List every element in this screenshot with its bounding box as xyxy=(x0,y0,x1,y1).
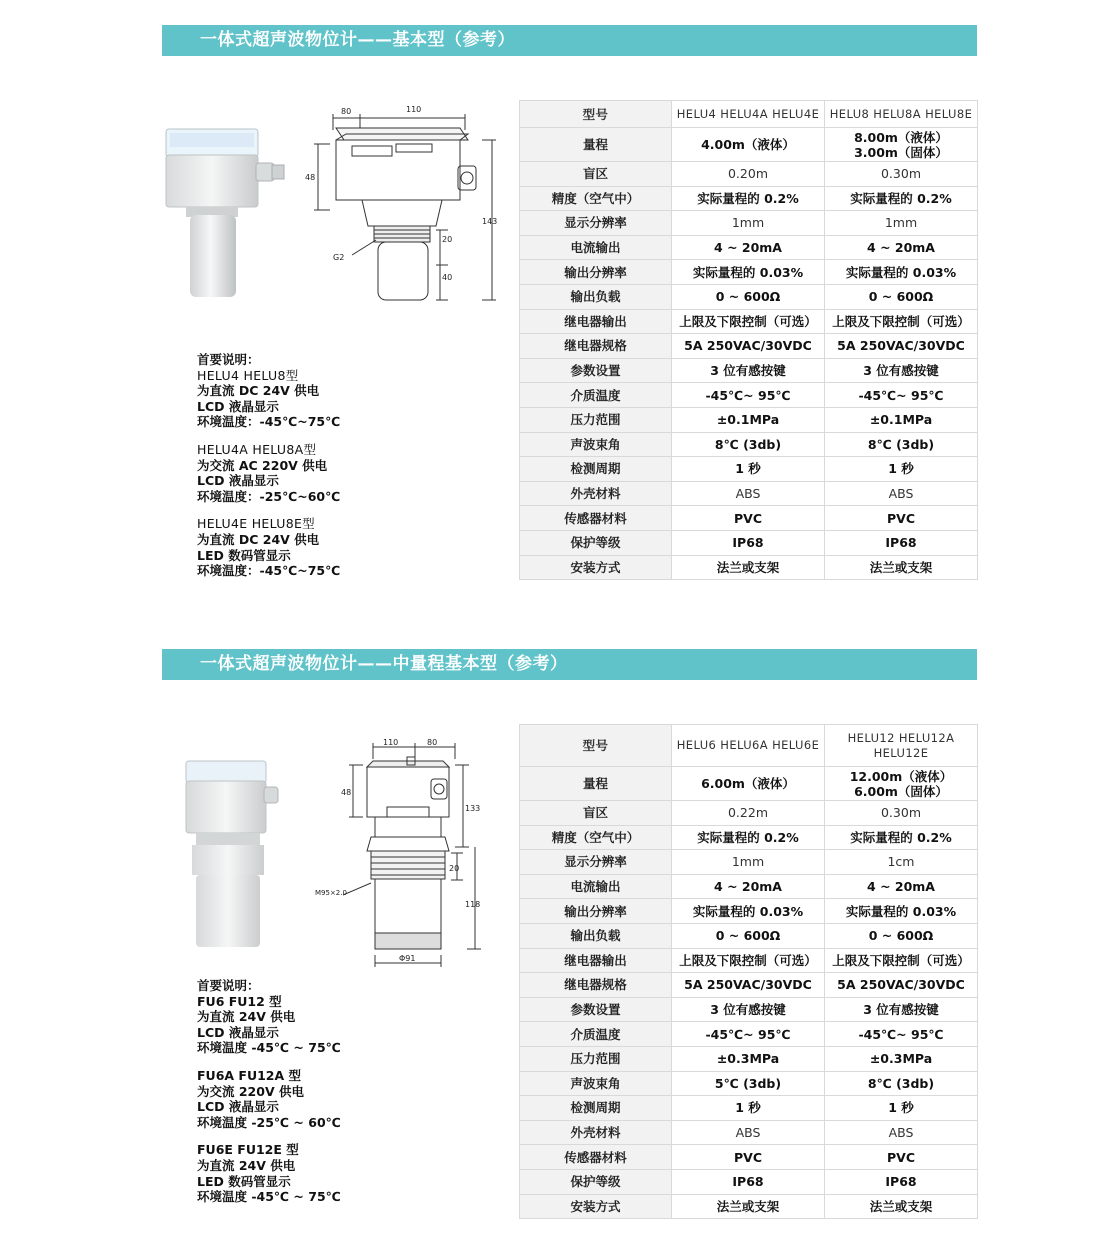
spec-value-cell: 实际量程的 0.03% xyxy=(825,260,978,285)
spec-label-cell: 显示分辨率 xyxy=(520,211,672,236)
spec-value-cell: ABS xyxy=(672,481,825,506)
header-label-cell: 型号 xyxy=(520,725,672,767)
spec-value-cell: 法兰或支架 xyxy=(825,1194,978,1219)
spec-label-cell: 检测周期 xyxy=(520,457,672,482)
dim-label: 48 xyxy=(305,173,316,182)
spec-value-cell: 4 ~ 20mA xyxy=(672,874,825,899)
spec-label-cell: 传感器材料 xyxy=(520,1145,672,1170)
spec-value-cell: 1mm xyxy=(672,850,825,875)
section1-title: 一体式超声波物位计——基本型（参考） xyxy=(200,30,515,50)
dim-label: 133 xyxy=(465,804,481,813)
table-row xyxy=(520,235,978,260)
table-row xyxy=(520,825,978,850)
spec-label-cell: 外壳材料 xyxy=(520,481,672,506)
table-header-row xyxy=(520,101,978,128)
spec-label-cell: 精度（空气中） xyxy=(520,186,672,211)
table-row xyxy=(520,260,978,285)
spec-value-cell: 12.00m（液体） 6.00m（固体） xyxy=(825,767,978,801)
table-row xyxy=(520,383,978,408)
spec-value-cell: 4 ~ 20mA xyxy=(672,235,825,260)
section2-title: 一体式超声波物位计——中量程基本型（参考） xyxy=(200,654,568,674)
spec-value-cell: 法兰或支架 xyxy=(672,555,825,580)
table-row xyxy=(520,899,978,924)
note-line: LCD 液晶显示 xyxy=(197,1024,279,1040)
table-row xyxy=(520,555,978,580)
spec-value-cell: -45℃~ 95℃ xyxy=(825,383,978,408)
note-line: 环境温度：-25℃~60℃ xyxy=(197,488,341,504)
table-row xyxy=(520,506,978,531)
table-row xyxy=(520,334,978,359)
product-photo-2 xyxy=(182,757,292,962)
spec-label-cell: 声波束角 xyxy=(520,1071,672,1096)
note-line: HELU4A HELU8A型 xyxy=(197,441,317,457)
dim-label: 20 xyxy=(449,864,460,873)
dim-label: 143 xyxy=(482,217,498,226)
spec-value-cell: 5A 250VAC/30VDC xyxy=(825,973,978,998)
spec-value-cell: 0.20m xyxy=(672,162,825,187)
dim-label: Φ91 xyxy=(399,954,416,963)
spec-label-cell: 继电器输出 xyxy=(520,309,672,334)
note-line: 首要说明： xyxy=(197,352,260,367)
dim-label: 110 xyxy=(406,105,422,114)
table-row xyxy=(520,948,978,973)
notes-panel-1 xyxy=(197,352,340,579)
table-row xyxy=(520,128,978,162)
table-row xyxy=(520,874,978,899)
spec-value-cell: 3 位有感按键 xyxy=(825,997,978,1022)
spec-label-cell: 传感器材料 xyxy=(520,506,672,531)
spec-label-cell: 继电器规格 xyxy=(520,334,672,359)
spec-label-cell: 输出分辨率 xyxy=(520,260,672,285)
spec-value-cell: 0.30m xyxy=(825,801,978,826)
spec-label-cell: 量程 xyxy=(520,128,672,162)
spec-label-cell: 保护等级 xyxy=(520,530,672,555)
dim-label: 20 xyxy=(442,235,453,244)
spec-value-cell: 6.00m（液体） xyxy=(672,767,825,801)
header-label-cell: 型号 xyxy=(520,101,672,128)
spec-label-cell: 介质温度 xyxy=(520,383,672,408)
table-row xyxy=(520,1194,978,1219)
note-line: LED 数码管显示 xyxy=(197,1173,291,1189)
note-line: 为直流 DC 24V 供电 xyxy=(197,531,320,547)
note-line: 首要说明： xyxy=(197,978,260,993)
note-line: LCD 液晶显示 xyxy=(197,398,279,414)
table-row xyxy=(520,997,978,1022)
spec-label-cell: 输出分辨率 xyxy=(520,899,672,924)
note-line: LCD 液晶显示 xyxy=(197,473,279,489)
spec-value-cell: 实际量程的 0.2% xyxy=(672,825,825,850)
dim-label: 80 xyxy=(341,107,352,116)
table-row xyxy=(520,530,978,555)
spec-label-cell: 盲区 xyxy=(520,162,672,187)
spec-value-cell: 实际量程的 0.03% xyxy=(672,899,825,924)
spec-value-cell: 1mm xyxy=(825,211,978,236)
table-row xyxy=(520,309,978,334)
table-row xyxy=(520,1071,978,1096)
spec-value-cell: PVC xyxy=(672,506,825,531)
spec-value-cell: -45℃~ 95℃ xyxy=(672,383,825,408)
spec-value-cell: 实际量程的 0.2% xyxy=(825,186,978,211)
spec-value-cell: 3 位有感按键 xyxy=(825,358,978,383)
notes-panel-2 xyxy=(197,978,341,1205)
spec-value-cell: -45℃~ 95℃ xyxy=(672,1022,825,1047)
spec-label-cell: 电流输出 xyxy=(520,874,672,899)
table-row xyxy=(520,973,978,998)
spec-label-cell: 量程 xyxy=(520,767,672,801)
spec-value-cell: 上限及下限控制（可选） xyxy=(672,948,825,973)
spec-label-cell: 盲区 xyxy=(520,801,672,826)
spec-value-cell: 1 秒 xyxy=(672,1096,825,1121)
spec-label-cell: 声波束角 xyxy=(520,432,672,457)
spec-label-cell: 外壳材料 xyxy=(520,1120,672,1145)
spec-value-cell: 5A 250VAC/30VDC xyxy=(672,973,825,998)
note-line: FU6E FU12E 型 xyxy=(197,1142,299,1158)
note-line: 环境温度：-45℃~75℃ xyxy=(197,414,341,430)
spec-label-cell: 安装方式 xyxy=(520,555,672,580)
spec-label-cell: 精度（空气中） xyxy=(520,825,672,850)
spec-label-cell: 显示分辨率 xyxy=(520,850,672,875)
spec-value-cell: 8℃ (3db) xyxy=(672,432,825,457)
spec-value-cell: 4 ~ 20mA xyxy=(825,235,978,260)
spec-value-cell: 8.00m（液体） 3.00m（固体） xyxy=(825,128,978,162)
note-line: FU6 FU12 型 xyxy=(197,993,282,1009)
table-row xyxy=(520,801,978,826)
dim-label: G2 xyxy=(333,253,345,262)
dim-label: 48 xyxy=(341,788,352,797)
notes-spacer xyxy=(197,1056,341,1068)
table-row xyxy=(520,284,978,309)
spec-value-cell: 0 ~ 600Ω xyxy=(672,284,825,309)
spec-value-cell: 3 位有感按键 xyxy=(672,997,825,1022)
spec-value-cell: IP68 xyxy=(672,530,825,555)
spec-value-cell: ABS xyxy=(825,481,978,506)
spec-label-cell: 输出负载 xyxy=(520,284,672,309)
dim-label: 110 xyxy=(383,738,399,747)
spec-value-cell: 实际量程的 0.03% xyxy=(825,899,978,924)
spec-value-cell: 上限及下限控制（可选） xyxy=(825,309,978,334)
note-line: LCD 液晶显示 xyxy=(197,1099,279,1115)
note-line: 环境温度 -45℃ ~ 75℃ xyxy=(197,1189,341,1205)
note-line: 为交流 AC 220V 供电 xyxy=(197,457,328,473)
dim-label: 40 xyxy=(442,273,453,282)
spec-value-cell: 1mm xyxy=(672,211,825,236)
note-line: 环境温度：-45℃~75℃ xyxy=(197,563,341,579)
model-header-cell: HELU8 HELU8A HELU8E xyxy=(825,101,978,128)
spec-value-cell: 4.00m（液体） xyxy=(672,128,825,162)
table-row xyxy=(520,481,978,506)
spec-value-cell: 实际量程的 0.03% xyxy=(672,260,825,285)
spec-value-cell: 3 位有感按键 xyxy=(672,358,825,383)
table-row xyxy=(520,1169,978,1194)
spec-value-cell: 1 秒 xyxy=(825,457,978,482)
spec-label-cell: 压力范围 xyxy=(520,1046,672,1071)
notes-spacer xyxy=(197,504,340,516)
note-line: FU6A FU12A 型 xyxy=(197,1067,302,1083)
spec-label-cell: 参数设置 xyxy=(520,997,672,1022)
notes-spacer xyxy=(197,430,340,442)
table-row xyxy=(520,1046,978,1071)
table-row xyxy=(520,1145,978,1170)
note-line: HELU4E HELU8E型 xyxy=(197,516,315,532)
spec-value-cell: 实际量程的 0.2% xyxy=(825,825,978,850)
table-row xyxy=(520,850,978,875)
spec-value-cell: 1 秒 xyxy=(825,1096,978,1121)
spec-value-cell: IP68 xyxy=(825,530,978,555)
dim-label: 118 xyxy=(465,900,481,909)
spec-value-cell: 8℃ (3db) xyxy=(825,1071,978,1096)
note-line: 环境温度 -25℃ ~ 60℃ xyxy=(197,1114,341,1130)
table-row xyxy=(520,358,978,383)
product-photo-1 xyxy=(160,125,300,305)
spec-value-cell: ABS xyxy=(672,1120,825,1145)
note-line: HELU4 HELU8型 xyxy=(197,367,299,383)
spec-label-cell: 参数设置 xyxy=(520,358,672,383)
spec-value-cell: 0.30m xyxy=(825,162,978,187)
spec-value-cell: 0.22m xyxy=(672,801,825,826)
spec-value-cell: 8℃ (3db) xyxy=(825,432,978,457)
table-row xyxy=(520,1120,978,1145)
spec-value-cell: 法兰或支架 xyxy=(825,555,978,580)
notes-spacer xyxy=(197,1130,341,1142)
table-row xyxy=(520,1096,978,1121)
spec-value-cell: 0 ~ 600Ω xyxy=(672,923,825,948)
spec-table-1 xyxy=(519,100,978,580)
spec-value-cell: 实际量程的 0.2% xyxy=(672,186,825,211)
table-row xyxy=(520,407,978,432)
spec-value-cell: 4 ~ 20mA xyxy=(825,874,978,899)
note-line: 为直流 24V 供电 xyxy=(197,1009,296,1025)
spec-label-cell: 继电器输出 xyxy=(520,948,672,973)
spec-value-cell: ±0.1MPa xyxy=(672,407,825,432)
note-line: 为直流 DC 24V 供电 xyxy=(197,383,320,399)
spec-value-cell: 上限及下限控制（可选） xyxy=(672,309,825,334)
section2-title-banner xyxy=(162,649,977,680)
spec-value-cell: 上限及下限控制（可选） xyxy=(825,948,978,973)
spec-label-cell: 安装方式 xyxy=(520,1194,672,1219)
table-row xyxy=(520,432,978,457)
table-row xyxy=(520,1022,978,1047)
spec-value-cell: 1cm xyxy=(825,850,978,875)
spec-label-cell: 电流输出 xyxy=(520,235,672,260)
note-line: LED 数码管显示 xyxy=(197,547,291,563)
spec-value-cell: ±0.3MPa xyxy=(672,1046,825,1071)
spec-value-cell: 0 ~ 600Ω xyxy=(825,284,978,309)
spec-value-cell: 法兰或支架 xyxy=(672,1194,825,1219)
table-row xyxy=(520,162,978,187)
spec-value-cell: 1 秒 xyxy=(672,457,825,482)
table-row xyxy=(520,211,978,236)
spec-value-cell: IP68 xyxy=(672,1169,825,1194)
spec-label-cell: 检测周期 xyxy=(520,1096,672,1121)
table-row xyxy=(520,923,978,948)
spec-value-cell: ±0.1MPa xyxy=(825,407,978,432)
spec-value-cell: 0 ~ 600Ω xyxy=(825,923,978,948)
spec-label-cell: 输出负载 xyxy=(520,923,672,948)
table-row xyxy=(520,457,978,482)
spec-value-cell: 5A 250VAC/30VDC xyxy=(825,334,978,359)
spec-value-cell: -45℃~ 95℃ xyxy=(825,1022,978,1047)
note-line: 环境温度 -45℃ ~ 75℃ xyxy=(197,1040,341,1056)
table-row xyxy=(520,767,978,801)
spec-value-cell: IP68 xyxy=(825,1169,978,1194)
table-header-row xyxy=(520,725,978,767)
spec-label-cell: 介质温度 xyxy=(520,1022,672,1047)
dim-label: 80 xyxy=(427,738,438,747)
spec-value-cell: PVC xyxy=(825,506,978,531)
spec-value-cell: PVC xyxy=(672,1145,825,1170)
dim-label: M95×2.0 xyxy=(315,889,347,897)
table-row xyxy=(520,186,978,211)
spec-label-cell: 压力范围 xyxy=(520,407,672,432)
spec-table-2 xyxy=(519,724,978,1219)
spec-value-cell: 5A 250VAC/30VDC xyxy=(672,334,825,359)
model-header-cell: HELU6 HELU6A HELU6E xyxy=(672,725,825,767)
model-header-cell: HELU12 HELU12A HELU12E xyxy=(825,725,978,767)
spec-value-cell: PVC xyxy=(825,1145,978,1170)
spec-value-cell: ±0.3MPa xyxy=(825,1046,978,1071)
spec-label-cell: 保护等级 xyxy=(520,1169,672,1194)
spec-value-cell: ABS xyxy=(825,1120,978,1145)
model-header-cell: HELU4 HELU4A HELU4E xyxy=(672,101,825,128)
note-line: 为直流 24V 供电 xyxy=(197,1157,296,1173)
section1-title-banner xyxy=(162,25,977,56)
spec-value-cell: 5℃ (3db) xyxy=(672,1071,825,1096)
dimension-drawing-1 xyxy=(300,100,500,310)
dimension-drawing-2 xyxy=(315,735,490,975)
spec-label-cell: 继电器规格 xyxy=(520,973,672,998)
note-line: 为交流 220V 供电 xyxy=(197,1083,304,1099)
